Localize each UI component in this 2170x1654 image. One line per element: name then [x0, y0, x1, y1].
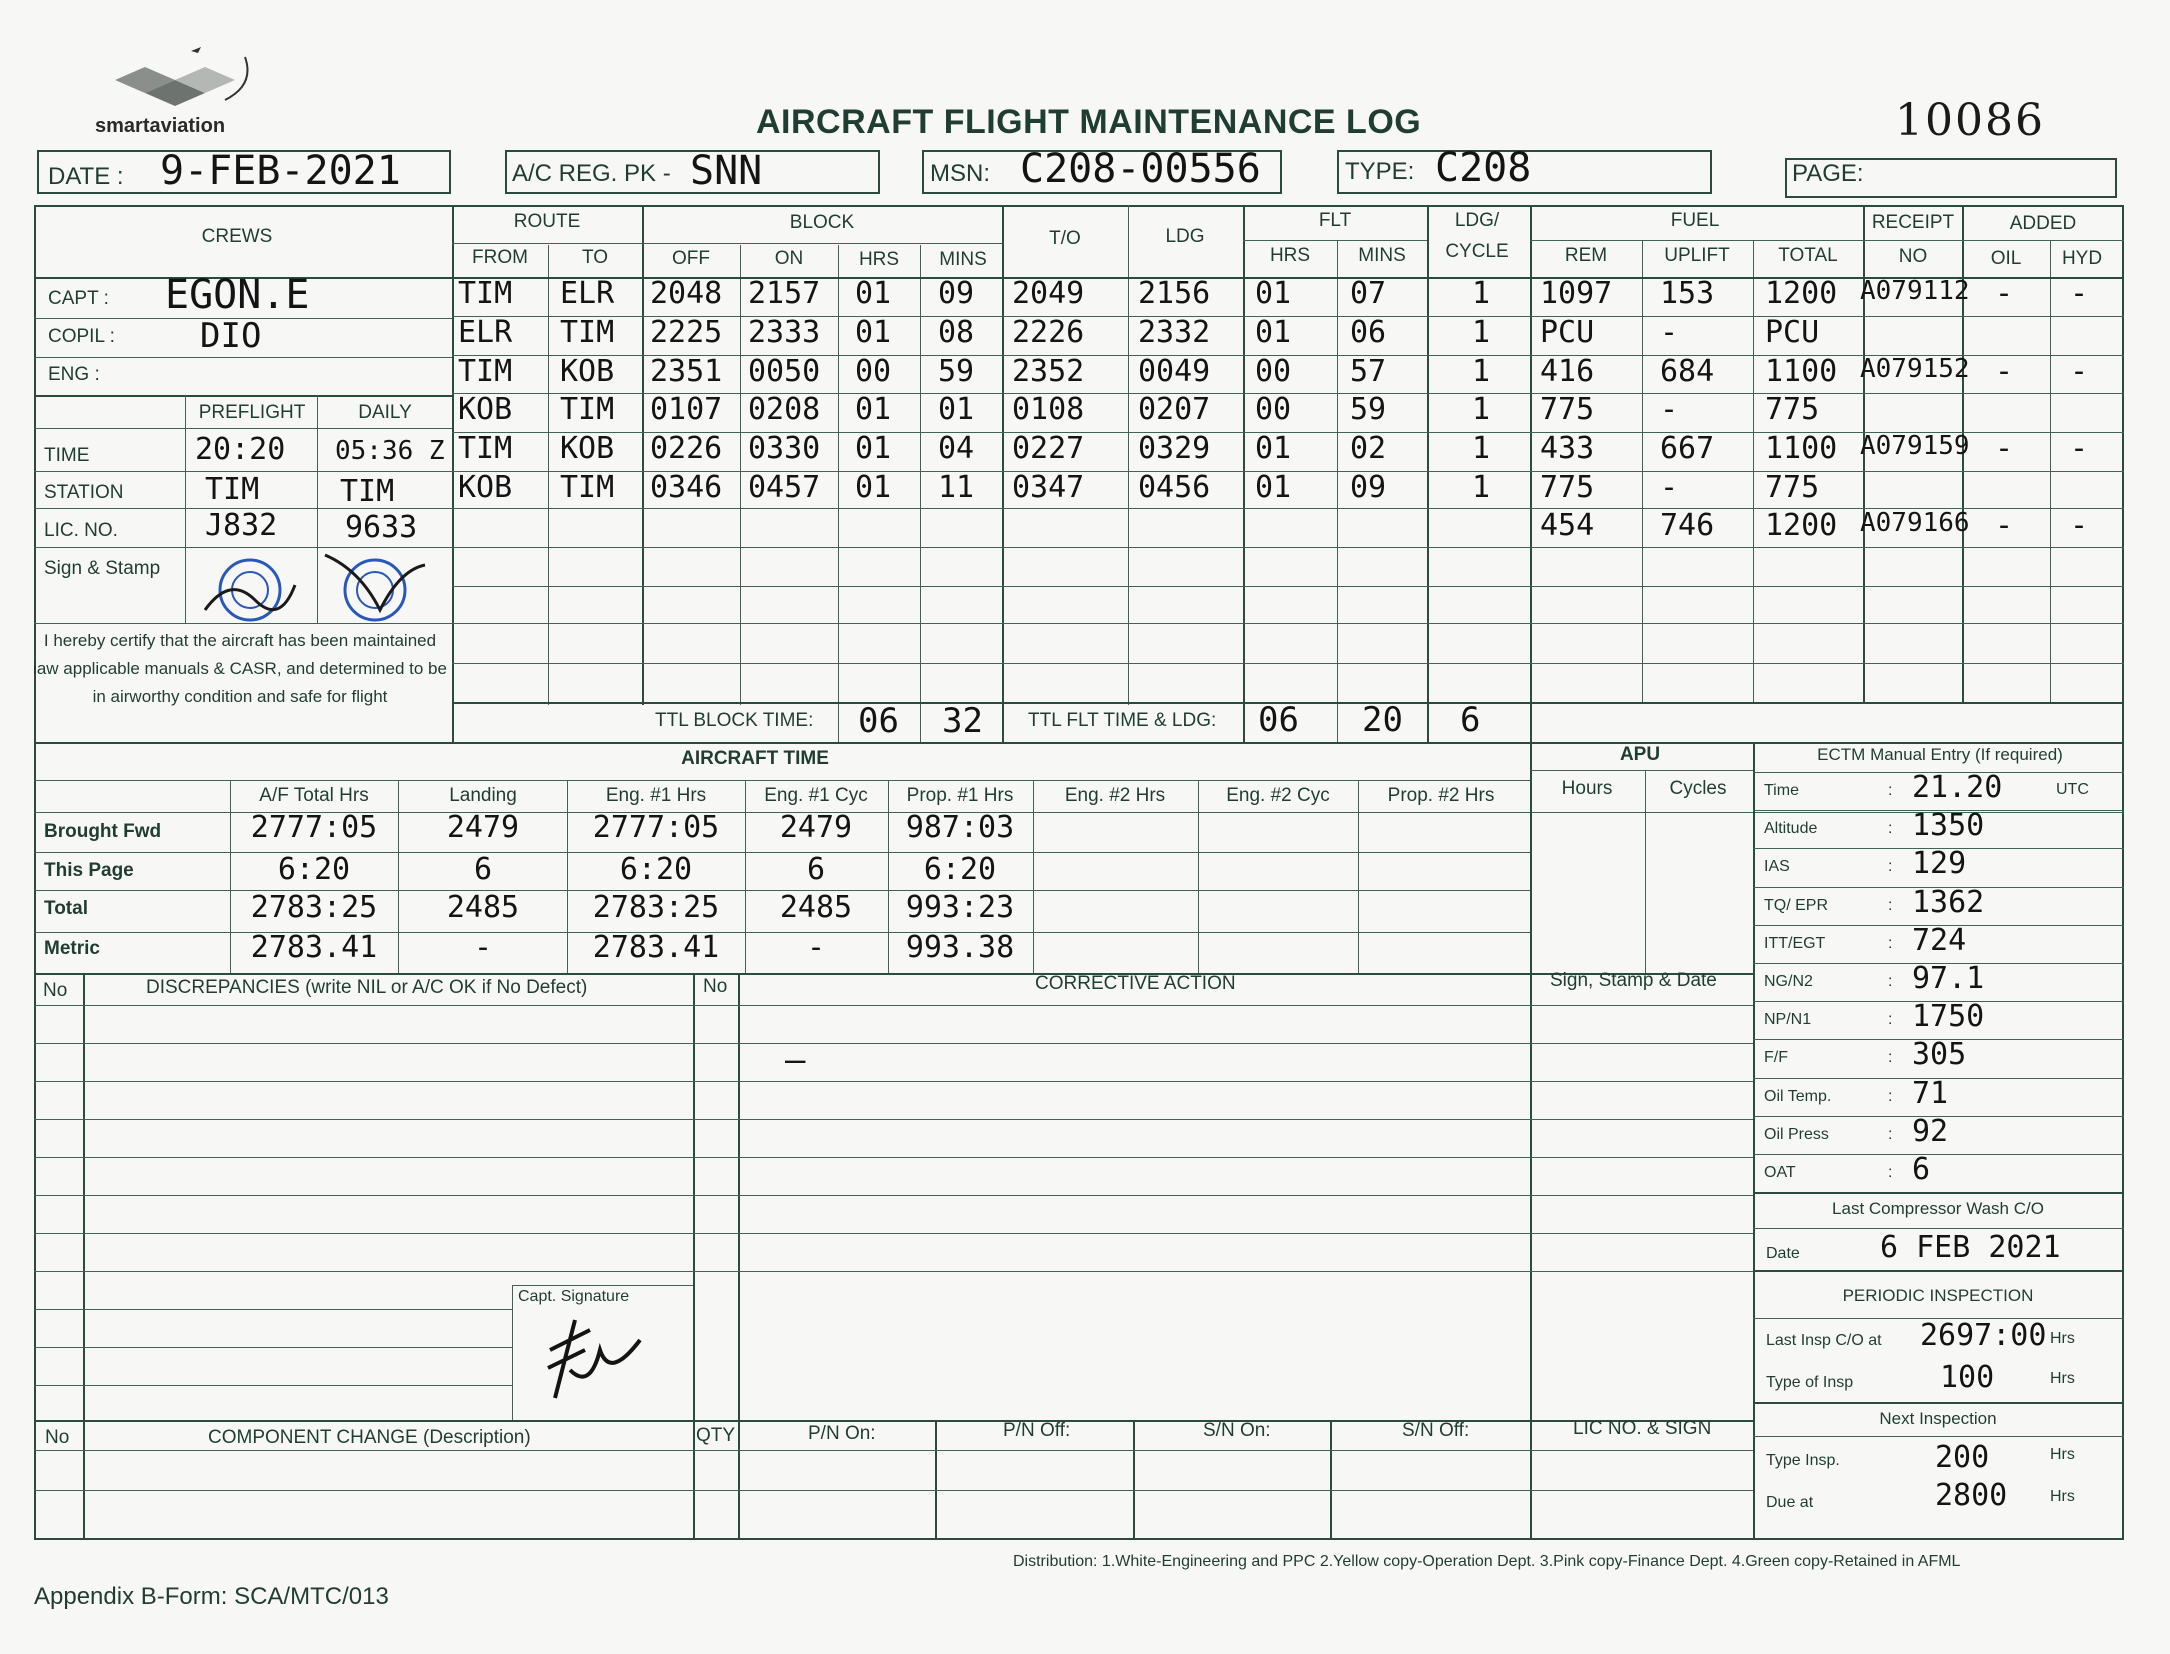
ectm-row-value[interactable]: 92 [1912, 1113, 1949, 1149]
flight-hrs-cell[interactable]: 01 [855, 470, 892, 505]
flight-to-cell[interactable]: TIM [560, 392, 615, 427]
ac-time-col-header: A/F Total Hrs [259, 785, 369, 806]
flight-hyd-cell[interactable]: - [2070, 508, 2089, 543]
compressor-date[interactable]: 6 FEB 2021 [1880, 1230, 2061, 1265]
flight-uplift-cell[interactable]: 667 [1660, 431, 1715, 466]
capt-value[interactable]: EGON.E [165, 272, 310, 318]
ttl-block-mins[interactable]: 32 [942, 701, 983, 741]
flight-uplift-cell[interactable]: 153 [1660, 276, 1715, 311]
ac-time-row-label: Brought Fwd [44, 821, 162, 842]
flight-oil-cell[interactable]: - [1995, 431, 2014, 466]
ectm-row-label: TQ/ EPR [1764, 896, 1829, 914]
ectm-colon: : [1888, 1087, 1893, 1105]
flight-uplift-cell[interactable]: - [1660, 470, 1679, 505]
flight-hyd-cell[interactable]: - [2070, 276, 2089, 311]
certification-text: I hereby certify that the aircraft has been maintained iaw applicable manuals & CASR, and determined to be in airworthy condition and safe for flight [33, 631, 447, 706]
last-insp-hrs: Hrs [2050, 1330, 2075, 1347]
disc-no-header: No [43, 980, 68, 1001]
ac-time-cell[interactable]: 2479 [446, 810, 520, 845]
stamp-preflight [200, 555, 300, 630]
ac-time-col-header: Landing [449, 785, 517, 806]
flight-off-cell[interactable]: 0107 [650, 392, 723, 427]
sign-stamp-label: Sign & Stamp [44, 558, 161, 579]
flight-from-cell[interactable]: TIM [458, 354, 513, 389]
ectm-row-value[interactable]: 1350 [1912, 808, 1985, 844]
on-header: ON [774, 248, 804, 269]
capt-signature-label: Capt. Signature [518, 1288, 630, 1305]
flt-hrs-header: HRS [1269, 245, 1311, 266]
ectm-colon: : [1888, 973, 1893, 990]
flight-cycle-cell[interactable]: 1 [1472, 431, 1491, 466]
ectm-title: ECTM Manual Entry (If required) [1817, 745, 2063, 764]
pn-on-header: P/N On: [808, 1423, 876, 1444]
corrective-dash[interactable]: — [785, 1040, 806, 1080]
flight-from-cell[interactable]: KOB [458, 470, 513, 505]
hyd-header: HYD [2061, 248, 2103, 269]
ectm-row-value[interactable]: 129 [1912, 846, 1967, 882]
flight-flt-hrs-cell[interactable]: 01 [1255, 431, 1292, 466]
sign-stamp-date: Sign, Stamp & Date [1550, 970, 1717, 991]
date-label: DATE : [48, 163, 124, 190]
flight-total-cell[interactable]: 1100 [1765, 354, 1838, 389]
ac-time-cell[interactable]: 2777:05 [250, 810, 378, 845]
rem-header: REM [1564, 245, 1608, 266]
flight-hrs-cell[interactable]: 01 [855, 315, 892, 350]
ac-time-cell[interactable]: 2783.41 [250, 930, 378, 965]
ac-time-cell[interactable]: 6:20 [619, 852, 693, 887]
ectm-row-value[interactable]: 1750 [1912, 999, 1985, 1035]
type-label: TYPE: [1345, 158, 1415, 185]
corr-no-header: No [703, 976, 728, 997]
flight-to-time-cell[interactable]: 0108 [1012, 392, 1085, 427]
ac-time-cell[interactable]: 993.38 [905, 930, 1015, 965]
ectm-row-label: Oil Press [1764, 1125, 1829, 1143]
flight-flt-mins-cell[interactable]: 57 [1350, 354, 1387, 389]
flight-receipt-cell[interactable]: A079112 [1860, 276, 1970, 306]
ectm-row-label: IAS [1764, 858, 1790, 876]
lic-label: LIC. NO. [44, 520, 118, 541]
flight-cycle-cell[interactable]: 1 [1472, 276, 1491, 311]
flight-hrs-cell[interactable]: 00 [855, 354, 892, 389]
due-label: Due at [1766, 1494, 1814, 1511]
block-header: BLOCK [789, 212, 855, 233]
flight-to-time-cell[interactable]: 2049 [1012, 276, 1085, 311]
flight-total-cell[interactable]: 1100 [1765, 431, 1838, 466]
discrepancy-row-line [34, 1233, 1753, 1234]
flight-hrs-cell[interactable]: 01 [855, 392, 892, 427]
station-label: STATION [44, 482, 124, 503]
flight-ldg-cell[interactable]: 0329 [1138, 431, 1211, 466]
flight-total-cell[interactable]: 1200 [1765, 508, 1838, 543]
ectm-row-value[interactable]: 71 [1912, 1075, 1949, 1111]
flight-to-cell[interactable]: ELR [560, 276, 615, 311]
flight-rem-cell[interactable]: 433 [1540, 431, 1595, 466]
discrepancy-row-line [34, 1043, 1753, 1044]
lic-daily[interactable]: 9633 [345, 510, 418, 545]
page-label: PAGE: [1792, 160, 1864, 187]
flight-flt-mins-cell[interactable]: 07 [1350, 276, 1387, 311]
ac-time-row-label: Metric [44, 938, 100, 959]
flight-cycle-cell[interactable]: 1 [1472, 315, 1491, 350]
preflight-label: PREFLIGHT [198, 402, 306, 423]
discrepancy-row-line [34, 1347, 512, 1348]
flight-on-cell[interactable]: 0330 [748, 431, 821, 466]
serial-number: 10086 [1895, 95, 2045, 146]
ac-time-cell[interactable]: 987:03 [905, 810, 1015, 845]
flight-to-cell[interactable]: KOB [560, 431, 615, 466]
ectm-row-label: ITT/EGT [1764, 934, 1826, 952]
flight-rem-cell[interactable]: PCU [1540, 315, 1595, 350]
capt-label: CAPT : [48, 288, 109, 309]
flight-off-cell[interactable]: 2351 [650, 354, 723, 389]
due-hrs: Hrs [2050, 1488, 2075, 1505]
flight-rem-cell[interactable]: 775 [1540, 392, 1595, 427]
receipt-header: RECEIPT [1871, 212, 1955, 233]
ac-time-cell[interactable]: 2485 [446, 890, 520, 925]
qty-header: QTY [696, 1425, 736, 1446]
off-header: OFF [672, 248, 710, 269]
ectm-row-label: NG/N2 [1764, 973, 1813, 990]
last-insp-value[interactable]: 2697:00 [1920, 1318, 2047, 1353]
flight-mins-cell[interactable]: 09 [938, 276, 975, 311]
eng-label: ENG : [48, 364, 100, 385]
ac-time-cell[interactable]: 6 [473, 852, 493, 887]
flight-off-cell[interactable]: 0346 [650, 470, 723, 505]
ac-time-col-header: Eng. #2 Cyc [1226, 785, 1330, 806]
ac-time-cell[interactable]: 2777:05 [592, 810, 720, 845]
uplift-header: UPLIFT [1664, 245, 1730, 266]
flight-rem-cell[interactable]: 775 [1540, 470, 1595, 505]
ectm-row-label: OAT [1764, 1164, 1796, 1181]
ectm-colon: : [1888, 1049, 1893, 1067]
lic-preflight[interactable]: J832 [205, 508, 278, 543]
ectm-utc: UTC [2056, 781, 2089, 798]
discrepancy-row-line [34, 1157, 1753, 1158]
flight-rem-cell[interactable]: 1097 [1540, 276, 1613, 311]
stamp-daily [320, 550, 430, 630]
ac-time-row-label: This Page [44, 860, 134, 881]
oil-header: OIL [1990, 248, 2022, 269]
flight-on-cell[interactable]: 0208 [748, 392, 821, 427]
flight-hrs-cell[interactable]: 01 [855, 431, 892, 466]
compressor-title: Last Compressor Wash C/O [1832, 1199, 2044, 1218]
ectm-colon: : [1888, 934, 1893, 952]
flight-off-cell[interactable]: 2225 [650, 315, 723, 350]
discrepancy-row-line [34, 1195, 1753, 1196]
next-insp-title: Next Inspection [1879, 1409, 1997, 1428]
appendix-note: Appendix B-Form: SCA/MTC/013 [34, 1583, 389, 1610]
block-hrs-header: HRS [858, 249, 900, 270]
flight-mins-cell[interactable]: 08 [938, 315, 975, 350]
due-value[interactable]: 2800 [1935, 1478, 2008, 1513]
brand-name: smartaviation [95, 115, 226, 137]
flight-flt-hrs-cell[interactable]: 01 [1255, 276, 1292, 311]
ectm-row-value[interactable]: 1362 [1912, 884, 1985, 920]
total-header: TOTAL [1778, 245, 1838, 266]
copil-label: COPIL : [48, 326, 115, 347]
ttl-block-hrs[interactable]: 06 [858, 701, 899, 741]
flight-from-cell[interactable]: ELR [458, 315, 513, 350]
cycle-header: CYCLE [1445, 241, 1509, 262]
reg-label: A/C REG. PK - [512, 160, 671, 187]
next-type-value[interactable]: 200 [1935, 1440, 1990, 1475]
ectm-row-label: Time [1764, 782, 1799, 799]
time-daily[interactable]: 05:36 Z [335, 436, 445, 466]
flt-mins-header: MINS [1358, 245, 1406, 266]
apu-cycles: Cycles [1669, 778, 1727, 799]
flight-total-cell[interactable]: 775 [1765, 392, 1820, 427]
fuel-header: FUEL [1670, 210, 1720, 231]
flight-oil-cell[interactable]: - [1995, 276, 2014, 311]
disc-title: DISCREPANCIES (write NIL or A/C OK if No Defect) [146, 977, 588, 998]
ttl-ldg[interactable]: 6 [1460, 700, 1481, 740]
flight-to-cell[interactable]: TIM [560, 470, 615, 505]
ectm-row-value[interactable]: 21.20 [1912, 770, 2003, 805]
ectm-row-label: Oil Temp. [1764, 1087, 1832, 1105]
ac-time-col-header: Eng. #1 Cyc [764, 785, 868, 806]
flight-cycle-cell[interactable]: 1 [1472, 392, 1491, 427]
station-daily[interactable]: TIM [340, 474, 395, 509]
ttl-flt-hrs[interactable]: 06 [1258, 700, 1299, 740]
flight-ldg-cell[interactable]: 2156 [1138, 276, 1211, 311]
ldg-header: LDG [1165, 226, 1205, 247]
ac-time-cell[interactable]: 6:20 [277, 852, 351, 887]
crews-header: CREWS [201, 226, 273, 247]
flight-mins-cell[interactable]: 59 [938, 354, 975, 389]
copil-value[interactable]: DIO [200, 316, 262, 356]
flight-oil-cell[interactable]: - [1995, 508, 2014, 543]
flight-on-cell[interactable]: 0050 [748, 354, 821, 389]
discrepancy-row-line [34, 1081, 1753, 1082]
flight-receipt-cell[interactable]: A079152 [1860, 354, 1970, 384]
to-time-header: T/O [1049, 228, 1081, 249]
flight-on-cell[interactable]: 0457 [748, 470, 821, 505]
block-mins-header: MINS [939, 249, 987, 270]
compressor-date-label: Date [1766, 1245, 1800, 1262]
time-preflight[interactable]: 20:20 [195, 432, 286, 467]
flight-ldg-cell[interactable]: 2332 [1138, 315, 1211, 350]
flight-on-cell[interactable]: 2333 [748, 315, 821, 350]
sn-on-header: S/N On: [1203, 1420, 1271, 1441]
ac-time-cell[interactable]: 2783:25 [592, 890, 720, 925]
flight-mins-cell[interactable]: 01 [938, 392, 975, 427]
corrective-title: CORRECTIVE ACTION [1035, 973, 1236, 994]
ac-time-cell[interactable]: - [806, 930, 826, 965]
ectm-colon: : [1888, 1011, 1893, 1029]
flight-hyd-cell[interactable]: - [2070, 354, 2089, 389]
flight-hyd-cell[interactable]: - [2070, 431, 2089, 466]
flight-ldg-cell[interactable]: 0207 [1138, 392, 1211, 427]
flight-flt-mins-cell[interactable]: 02 [1350, 431, 1387, 466]
ac-time-col-header: Prop. #2 Hrs [1387, 785, 1495, 806]
ttl-flt-label: TTL FLT TIME & LDG: [1028, 710, 1217, 731]
ttl-block-label: TTL BLOCK TIME: [655, 710, 814, 731]
flight-mins-cell[interactable]: 04 [938, 431, 975, 466]
ac-time-cell[interactable]: 993:23 [905, 890, 1015, 925]
daily-label: DAILY [358, 402, 412, 423]
ectm-row-divider [1753, 1154, 2124, 1155]
ectm-row-label: Altitude [1764, 820, 1818, 838]
flight-to-time-cell[interactable]: 0347 [1012, 470, 1085, 505]
added-header: ADDED [2009, 213, 2077, 234]
flight-ldg-cell[interactable]: 0049 [1138, 354, 1211, 389]
flight-flt-hrs-cell[interactable]: 01 [1255, 470, 1292, 505]
flight-uplift-cell[interactable]: - [1660, 392, 1679, 427]
distribution-note: Distribution: 1.White-Engineering and PPC 2.Yellow copy-Operation Dept. 3.Pink copy-Finance Dept. 4.Green copy-Retained in AFML [1013, 1553, 1961, 1570]
ttl-flt-mins[interactable]: 20 [1362, 700, 1403, 740]
flight-flt-mins-cell[interactable]: 06 [1350, 315, 1387, 350]
sn-off-header: S/N Off: [1402, 1420, 1470, 1441]
date-value[interactable]: 9-FEB-2021 [160, 148, 401, 194]
next-type-label: Type Insp. [1766, 1452, 1840, 1469]
flight-uplift-cell[interactable]: 746 [1660, 508, 1715, 543]
ac-time-cell[interactable]: 6 [806, 852, 826, 887]
last-insp-label: Last Insp C/O at [1766, 1332, 1882, 1349]
flight-off-cell[interactable]: 2048 [650, 276, 723, 311]
ectm-colon: : [1888, 820, 1893, 838]
ac-time-col-header: Prop. #1 Hrs [906, 785, 1014, 806]
ectm-colon: : [1888, 896, 1893, 914]
flight-to-cell[interactable]: KOB [560, 354, 615, 389]
form-title: AIRCRAFT FLIGHT MAINTENANCE LOG [756, 103, 1422, 141]
flight-from-cell[interactable]: KOB [458, 392, 513, 427]
discrepancy-row-line [34, 1271, 1753, 1272]
flight-flt-hrs-cell[interactable]: 01 [1255, 315, 1292, 350]
type-value[interactable]: C208 [1435, 145, 1532, 191]
logo [95, 45, 265, 140]
ac-time-cell[interactable]: 2479 [779, 810, 853, 845]
comp-title: COMPONENT CHANGE (Description) [208, 1427, 531, 1448]
comp-no-header: No [45, 1427, 70, 1448]
flight-receipt-cell[interactable]: A079166 [1860, 508, 1970, 538]
flight-hrs-cell[interactable]: 01 [855, 276, 892, 311]
ectm-row-value[interactable]: 305 [1912, 1037, 1967, 1073]
apu-hours: Hours [1561, 778, 1613, 799]
flight-flt-mins-cell[interactable]: 09 [1350, 470, 1387, 505]
reg-value[interactable]: SNN [690, 148, 763, 194]
discrepancy-row-line [34, 1385, 512, 1386]
type-insp-label: Type of Insp [1766, 1374, 1854, 1391]
ectm-row-value[interactable]: 724 [1912, 922, 1967, 958]
flight-total-cell[interactable]: PCU [1765, 315, 1820, 350]
ectm-colon: : [1888, 1164, 1893, 1181]
flight-cycle-cell[interactable]: 1 [1472, 470, 1491, 505]
flight-from-cell[interactable]: TIM [458, 431, 513, 466]
next-type-hrs: Hrs [2050, 1446, 2075, 1463]
flight-rem-cell[interactable]: 416 [1540, 354, 1595, 389]
ac-time-row-label: Total [44, 898, 88, 919]
msn-label: MSN: [930, 160, 990, 187]
ac-time-col-header: Eng. #1 Hrs [605, 785, 707, 806]
apu-title: APU [1619, 744, 1661, 765]
flight-total-cell[interactable]: 1200 [1765, 276, 1838, 311]
flight-uplift-cell[interactable]: - [1660, 315, 1679, 350]
ectm-row-label: F/F [1764, 1049, 1788, 1067]
flight-total-cell[interactable]: 775 [1765, 470, 1820, 505]
route-header: ROUTE [513, 211, 581, 232]
periodic-title: PERIODIC INSPECTION [1842, 1286, 2034, 1305]
discrepancy-row-line [34, 1119, 1753, 1120]
type-insp-hrs: Hrs [2050, 1370, 2075, 1387]
ectm-colon: : [1888, 1125, 1893, 1143]
station-preflight[interactable]: TIM [205, 472, 260, 507]
flight-to-time-cell[interactable]: 2352 [1012, 354, 1085, 389]
ldg-cycle-header: LDG/ [1454, 210, 1500, 231]
flight-rem-cell[interactable]: 454 [1540, 508, 1595, 543]
receipt-no-header: NO [1898, 246, 1928, 267]
flight-mins-cell[interactable]: 11 [938, 470, 975, 505]
from-header: FROM [472, 247, 528, 268]
flight-cycle-cell[interactable]: 1 [1472, 354, 1491, 389]
flt-header: FLT [1318, 210, 1352, 231]
discrepancy-row-line [34, 1309, 512, 1310]
ectm-row-value[interactable]: 97.1 [1912, 961, 1985, 996]
time-label: TIME [44, 445, 90, 466]
to-header: TO [581, 247, 609, 268]
ac-time-col-header: Eng. #2 Hrs [1064, 785, 1166, 806]
capt-signature [540, 1310, 650, 1410]
flight-to-time-cell[interactable]: 0227 [1012, 431, 1085, 466]
flight-uplift-cell[interactable]: 684 [1660, 354, 1715, 389]
pn-off-header: P/N Off: [1003, 1420, 1071, 1441]
ac-time-cell[interactable]: 6:20 [923, 852, 997, 887]
ectm-row-label: NP/N1 [1764, 1011, 1812, 1029]
flight-flt-mins-cell[interactable]: 59 [1350, 392, 1387, 427]
lic-sign-header: LIC NO. & SIGN [1573, 1418, 1712, 1439]
ac-time-cell[interactable]: 2783:25 [250, 890, 378, 925]
ectm-row-value[interactable]: 6 [1912, 1152, 1931, 1187]
flight-off-cell[interactable]: 0226 [650, 431, 723, 466]
flight-from-cell[interactable]: TIM [458, 276, 513, 311]
msn-value[interactable]: C208-00556 [1020, 146, 1261, 192]
flight-ldg-cell[interactable]: 0456 [1138, 470, 1211, 505]
flight-flt-hrs-cell[interactable]: 00 [1255, 392, 1292, 427]
flight-flt-hrs-cell[interactable]: 00 [1255, 354, 1292, 389]
ectm-colon: : [1888, 782, 1893, 799]
flight-on-cell[interactable]: 2157 [748, 276, 821, 311]
ac-time-cell[interactable]: 2783.41 [592, 930, 720, 965]
flight-to-cell[interactable]: TIM [560, 315, 615, 350]
ac-time-cell[interactable]: 2485 [779, 890, 853, 925]
flight-receipt-cell[interactable]: A079159 [1860, 431, 1970, 461]
aircraft-time-title: AIRCRAFT TIME [681, 748, 829, 769]
flight-oil-cell[interactable]: - [1995, 354, 2014, 389]
flight-to-time-cell[interactable]: 2226 [1012, 315, 1085, 350]
ectm-colon: : [1888, 858, 1893, 876]
type-insp-value[interactable]: 100 [1940, 1360, 1995, 1395]
ac-time-cell[interactable]: - [473, 930, 493, 965]
